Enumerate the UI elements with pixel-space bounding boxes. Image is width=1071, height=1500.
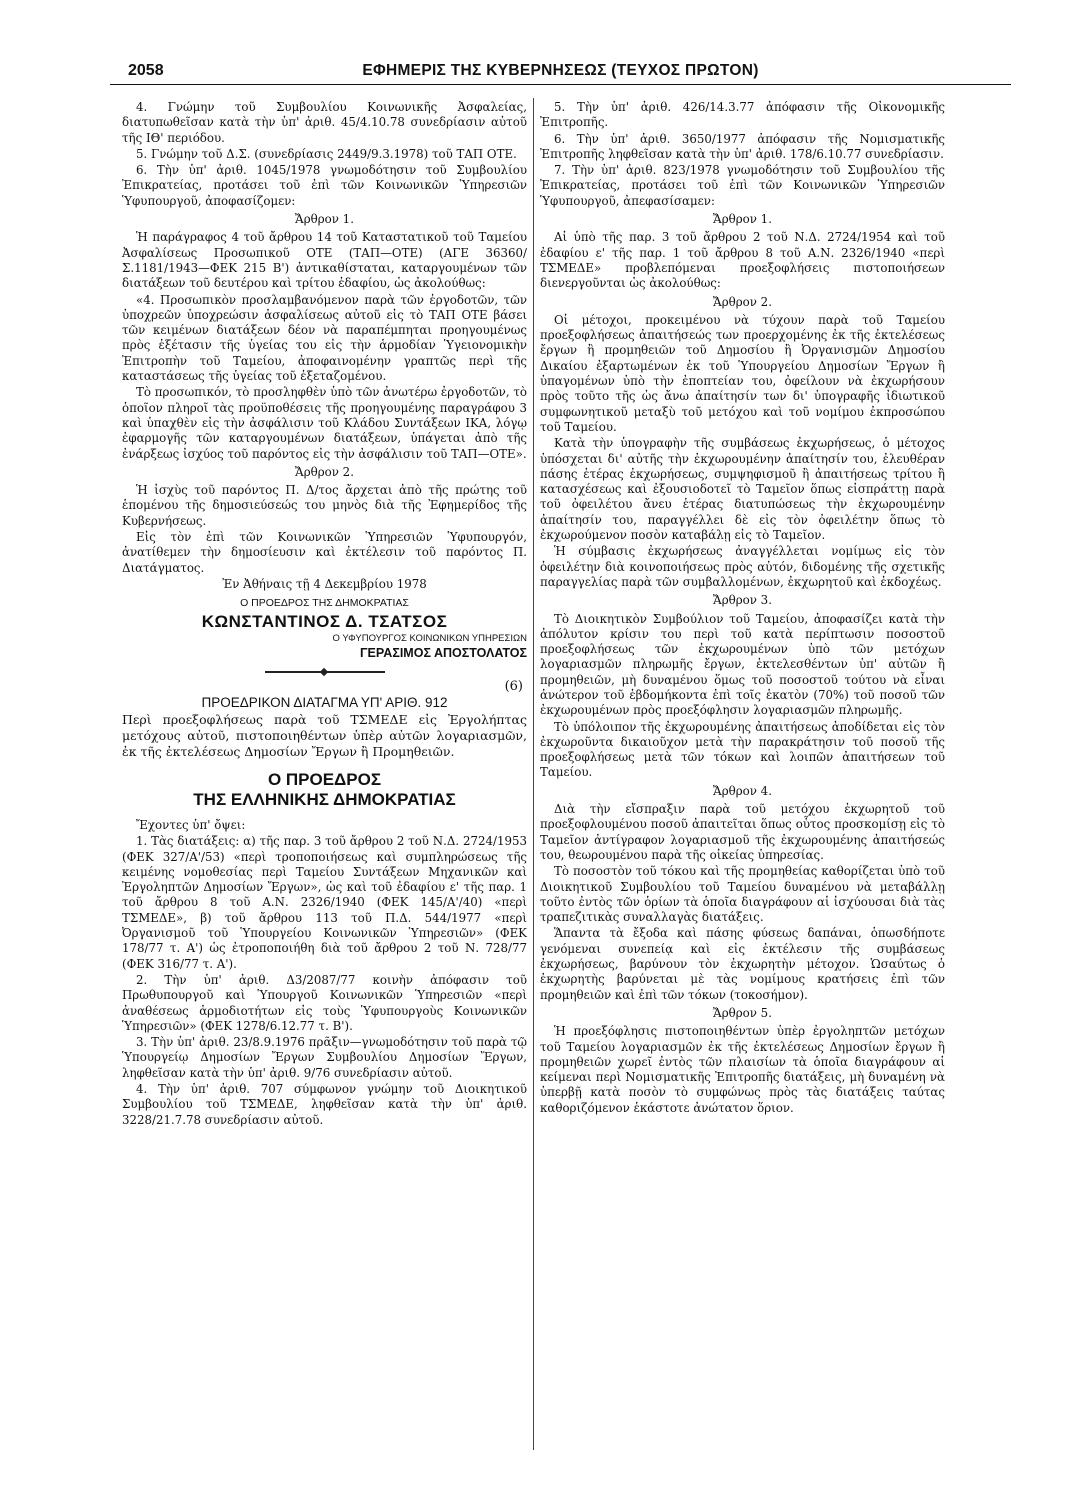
article-heading: Ἄρθρον 2. — [713, 294, 772, 309]
article-paragraph: Τὸ Διοικητικὸν Συμβούλιον τοῦ Ταμείου, ἀποφασίζει κατὰ τὴν ἀπόλυτον κρίσιν του περὶ τοῦ κατὰ περίπτωσιν ποσοστοῦ προεξοφλήσεως τῶν ἐκχωρουμένων ὑπὸ τῶν μετόχων λογαριασμῶν πληρωμῆς ἔργων, ἐκτελεσθέντων ὑπ' αὐτῶν ἢ προμηθειῶν, μὴ δυναμένου ὅμως τοῦ ποσοστοῦ τούτου νὰ εἶναι ἀνώτερον τοῦ ἑβδομήκοντα ἐπὶ τοῖς ἑκατὸν (70%) τοῦ ποσοῦ τῶν ἐκχωρουμένων πρὸς προεξόφλησιν λογαριασμῶν πληρωμῆς. — [540, 611, 945, 718]
consideration-item: 1. Τὰς διατάξεις: α) τῆς παρ. 3 τοῦ ἄρθρου 2 τοῦ Ν.Δ. 2724/1953 (ΦΕΚ 327/Α'/53) «περὶ τροποποιήσεως καὶ συμπληρώσεως τῆς κειμένης νομοθεσίας περὶ Ταμείου Συντάξεων Μηχανικῶν καὶ Ἐργοληπτῶν Δημοσίων Ἔργων», ὡς καὶ τοῦ ἐδαφίου ε' τῆς παρ. 1 τοῦ ἄρθρου 8 τοῦ Α.Ν. 2326/1940 (ΦΕΚ 145/Α'/40) «περὶ ΤΣΜΕΔΕ», β) τοῦ ἄρθρου 113 τοῦ Π.Δ. 544/1977 «περὶ Ὀργανισμοῦ τοῦ Ὑπουργείου Κοινωνικῶν Ὑπηρεσιῶν» (ΦΕΚ 178/77 τ. Α') ὡς ἐτροποποιήθη διὰ τοῦ ἄρθρου 2 τοῦ Ν. 728/77 (ΦΕΚ 316/77 τ. Α'). — [122, 834, 527, 971]
minister-title: Ο ΥΦΥΠΟΥΡΓΟΣ ΚΟΙΝΩΝΙΚΩΝ ΥΠΗΡΕΣΙΩΝ — [332, 632, 527, 644]
prev-item-5: 5. Γνώμην τοῦ Δ.Σ. (συνεδρίασις 2449/9.3.1978) τοῦ ΤΑΠ ΟΤΕ. — [136, 146, 517, 161]
consideration-item: 4. Τὴν ὑπ' ἀριθ. 707 σύμφωνον γνώμην τοῦ Διοικητικοῦ Συμβουλίου τοῦ ΤΣΜΕΔΕ, ληφθεῖσαν κατὰ τὴν ὑπ' ἀριθ. 3228/21.7.78 συνεδρίασιν αὐτοῦ. — [122, 1082, 527, 1127]
article-paragraph: Τὸ ποσοστὸν τοῦ τόκου καὶ τῆς προμηθείας καθορίζεται ὑπὸ τοῦ Διοικητικοῦ Συμβουλίου τοῦ Ταμείου δυναμένου νὰ μεταβάλλῃ τοῦτο ἐντὸς τῶν ὁρίων τὰ ὁποῖα διαγράφουν αἱ ἰσχύουσαι διὰ τὰς τραπεζιτικὰς συναλλαγὰς διατάξεις. — [540, 864, 945, 925]
page-heading: ΕΦΗΜΕΡΙΣ ΤΗΣ ΚΥΒΕΡΝΗΣΕΩΣ (ΤΕΥΧΟΣ ΠΡΩΤΟΝ) — [362, 62, 759, 79]
article-heading: Ἄρθρον 1. — [295, 212, 354, 227]
president-heading-line: ΤΗΣ ΕΛΛΗΝΙΚΗΣ ΔΗΜΟΚΡΑΤΙΑΣ — [193, 789, 456, 809]
page-number: 2058 — [128, 62, 164, 79]
column-divider — [533, 98, 534, 1450]
article-heading: Ἄρθρον 2. — [295, 464, 354, 479]
consideration-item: 5. Τὴν ὑπ' ἀριθ. 426/14.3.77 ἀπόφασιν τῆς Οἰκονομικῆς Ἐπιτροπῆς. — [540, 100, 945, 130]
article-paragraph: Ἡ παράγραφος 4 τοῦ ἄρθρου 14 τοῦ Καταστατικοῦ τοῦ Ταμείου Ἀσφαλίσεως Προσωπικοῦ ΟΤΕ (ΤΑΠ—ΟΤΕ) (ΑΓΕ 36360/Σ.1181/1943—ΦΕΚ 215 Β') ἀντικαθίσταται, καταργουμένων τῶν διατάξεων τοῦ δευτέρου καὶ τρίτου ἐδαφίου, ὡς ἀκολούθως: — [122, 230, 527, 291]
minister-signature: ΓΕΡΑΣΙΜΟΣ ΑΠΟΣΤΟΛΑΤΟΣ — [360, 646, 527, 661]
consideration-item: 3. Τὴν ὑπ' ἀριθ. 23/8.9.1976 πρᾶξιν—γνωμοδότησιν τοῦ παρὰ τῷ Ὑπουργείῳ Δημοσίων Ἔργων Συμβουλίου Δημοσίων Ἔργων, ληφθεῖσαν κατὰ τὴν ὑπ' ἀριθ. 9/76 συνεδρίασιν αὐτοῦ. — [122, 1035, 527, 1080]
article-paragraph: Τὸ ὑπόλοιπον τῆς ἐκχωρουμένης ἀπαιτήσεως ἀποδίδεται εἰς τὸν ἐκχωροῦντα δικαιοῦχον μετὰ τὴν παρακράτησιν τοῦ ποσοῦ τῆς προεξοφλήσεως μετὰ τῶν τόκων καὶ λοιπῶν ἀπαιτήσεων τοῦ Ταμείου. — [540, 719, 945, 780]
prev-item-4: 4. Γνώμην τοῦ Συμβουλίου Κοινωνικῆς Ἀσφαλείας, διατυπωθεῖσαν κατὰ τὴν ὑπ' ἀριθ. 45/4.10.78 συνεδρίασιν αὐτοῦ τῆς ΙΘ' περιόδου. — [122, 100, 527, 145]
article-paragraph: Διὰ τὴν εἴσπραξιν παρὰ τοῦ μετόχου ἐκχωρητοῦ τοῦ προεξοφλουμένου ποσοῦ ἀπαιτεῖται ὅπως οὗτος προσκομίσῃ εἰς τὸ Ταμεῖον ἀντίγραφον λογαριασμοῦ τῆς ἐκχωρουμένης ἀπαιτήσεώς του, θεωρουμένου παρὰ τῆς οἰκείας ὑπηρεσίας. — [540, 802, 945, 862]
consideration-item: 2. Τὴν ὑπ' ἀριθ. Δ3/2087/77 κοινὴν ἀπόφασιν τοῦ Πρωθυπουργοῦ καὶ Ὑπουργοῦ Κοινωνικῶν Ὑπηρεσιῶν «περὶ ἀναθέσεως ἁρμοδιοτήτων εἰς τοὺς Ὑφυπουργοὺς Κοινωνικῶν Ὑπηρεσιῶν» (ΦΕΚ 1278/6.12.77 τ. Β'). — [122, 972, 527, 1033]
having-in-view: Ἔχοντες ὑπ' ὄψει: — [136, 817, 246, 832]
page-header — [110, 62, 1011, 85]
left-column — [122, 100, 527, 1129]
article-paragraph: Κατὰ τὴν ὑπογραφὴν τῆς συμβάσεως ἐκχωρήσεως, ὁ μέτοχος ὑπόσχεται δι' αὐτῆς τὴν ἐκχωρουμένην ἀπαίτησίν του, ἐλευθέραν πάσης ἑτέρας ἐκχωρήσεως, συμψηφισμοῦ ἢ ἀπαιτήσεως τρίτου ἢ κατασχέσεως καὶ ἐξουσιοδοτεῖ τὸ Ταμεῖον ὅπως εἰσπράττῃ παρὰ τοῦ ὀφειλέτου ἄνευ ἑτέρας διατυπώσεως τὴν ἐκχωρουμένην ἀπαίτησίν του, παραγγέλλει δὲ εἰς τὸν ὀφειλέτην ὅπως τὸ ἐκχωρούμενον ποσὸν καταβάλῃ εἰς τὸ Ταμεῖον. — [540, 436, 945, 543]
section-separator — [265, 671, 385, 673]
article-paragraph: Ἡ προεξόφλησις πιστοποιηθέντων ὑπὲρ ἐργοληπτῶν μετόχων τοῦ Ταμείου λογαριασμῶν ἐκ τῆς ἐκτελέσεως Δημοσίων ἔργων ἢ προμηθειῶν χωρεῖ ἐντὸς τῶν πλαισίων τὰ ὁποῖα διαγράφουν αἱ κείμεναι περὶ Νομισματικῆς Ἐπιτροπῆς διατάξεις, μὴ δυναμένη νὰ ὑπερβῇ κατὰ ποσὸν τὸ συμφώνως πρὸς τὰς διατάξεις ταύτας καθοριζόμενον ἑκάστοτε ἀνώτατον ὅριον. — [540, 1024, 945, 1115]
item-number: (6) — [504, 679, 523, 695]
article-paragraph: Αἱ ὑπὸ τῆς παρ. 3 τοῦ ἄρθρου 2 τοῦ Ν.Δ. 2724/1954 καὶ τοῦ ἐδαφίου ε' τῆς παρ. 1 τοῦ ἄρθρου 8 τοῦ Α.Ν. 2326/1940 «περὶ ΤΣΜΕΔΕ» προβλεπόμεναι προεξοφλήσεις πιστοποιήσεων διενεργοῦνται ὡς ἀκολούθως: — [540, 230, 945, 291]
decree-subject: Περὶ προεξοφλήσεως παρὰ τοῦ ΤΣΜΕΔΕ εἰς Ἐργολήπτας μετόχους αὐτοῦ, πιστοποιηθέντων ὑπὲρ αὐτῶν λογαριασμῶν, ἐκ τῆς ἐκτελέσεως Δημοσίων Ἔργων ἢ Προμηθειῶν. — [122, 711, 527, 759]
president-signature: ΚΩΝΣΤΑΝΤΙΝΟΣ Δ. ΤΣΑΤΣΟΣ — [201, 611, 448, 631]
president-heading — [122, 770, 527, 810]
date-line: Ἐν Ἀθήναις τῇ 4 Δεκεμβρίου 1978 — [222, 576, 427, 591]
article-heading: Ἄρθρον 3. — [713, 593, 772, 608]
president-title: Ο ΠΡΟΕΔΡΟΣ ΤΗΣ ΔΗΜΟΚΡΑΤΙΑΣ — [240, 597, 409, 610]
consideration-item: 6. Τὴν ὑπ' ἀριθ. 3650/1977 ἀπόφασιν τῆς Νομισματικῆς Ἐπιτροπῆς ληφθεῖσαν κατὰ τὴν ὑπ' ἀριθ. 178/6.10.77 συνεδρίασιν. — [540, 131, 945, 161]
president-heading-line: Ο ΠΡΟΕΔΡΟΣ — [267, 769, 382, 789]
article-paragraph: Οἱ μέτοχοι, προκειμένου νὰ τύχουν παρὰ τοῦ Ταμείου προεξοφλήσεως ἀπαιτήσεώς των προερχομένης ἐκ τῆς ἐκτελέσεως ἔργων ἢ προμηθειῶν τοῦ Δημοσίου ἢ Ὀργανισμῶν Δημοσίου Δικαίου ἐξαρτωμένων ἐκ τοῦ Ὑπουργείου Δημοσίων Ἔργων ἢ ὑπαγομένων ὑπὸ τὴν ἐποπτείαν του, ὀφείλουν νὰ ἐκχωρήσουν πρὸς τοῦτο τῆς ὡς ἄνω ἀπαίτησίν των δι' ὑπογραφῆς ἰδιωτικοῦ συμφωνητικοῦ μεταξὺ τοῦ μετόχου καὶ τοῦ νομίμου ἐκπροσώπου τοῦ Ταμείου. — [540, 312, 945, 434]
article-paragraph: Ἅπαντα τὰ ἔξοδα καὶ πάσης φύσεως δαπάναι, ὁπωσδήποτε γενόμεναι συνεπείᾳ καὶ εἰς ἐκτέλεσιν τῆς συμβάσεως ἐκχωρήσεως, βαρύνουν τὸν ἐκχωρητὴν μέτοχον. Ὡσαύτως ὁ ἐκχωρητὴς βαρύνεται μὲ τὰς νομίμους κρατήσεις ἐπὶ τῶν προμηθειῶν καὶ ἐπὶ τῶν τόκων (τοκοσήμον). — [540, 926, 945, 1002]
prev-item-6: 6. Τὴν ὑπ' ἀριθ. 1045/1978 γνωμοδότησιν τοῦ Συμβουλίου Ἐπικρατείας, προτάσει τοῦ ἐπὶ τῶν Κοινωνικῶν Ὑπηρεσιῶν Ὑφυπουργοῦ, ἀποφασίζομεν: — [122, 163, 527, 208]
consideration-item: 7. Τὴν ὑπ' ἀριθ. 823/1978 γνωμοδότησιν τοῦ Συμβουλίου τῆς Ἐπικρατείας, προτάσει τοῦ ἐπὶ τῶν Κοινωνικῶν Ὑπηρεσιῶν Ὑφυπουργοῦ, ἀπεφασίσαμεν: — [540, 163, 945, 208]
article-paragraph: «4. Προσωπικὸν προσλαμβανόμενον παρὰ τῶν ἐργοδοτῶν, τῶν ὑποχρεῶν ὑποχρεώσιν ἀσφαλίσεως αὐτοῦ εἰς τὸ ΤΑΠ ΟΤΕ βάσει τῶν κειμένων διατάξεων δέον νὰ παραπέμπηται προηγουμένως πρὸς ἐξέτασιν τῆς ὑγείας του εἰς τὴν ἁρμοδίαν Ὑγειονομικὴν Ἐπιτροπὴν τοῦ Ταμείου, ἀποφαινομένην γραπτῶς περὶ τῆς καταστάσεως τῆς ὑγείας τοῦ ἐξεταζομένου. — [122, 292, 527, 384]
article-paragraph: Ἡ σύμβασις ἐκχωρήσεως ἀναγγέλλεται νομίμως εἰς τὸν ὀφειλέτην διὰ κοινοποιήσεως πρὸς αὐτόν, διδομένης τῆς σχετικῆς παραγγελίας παρὰ τῶν συμβαλλομένων, ἐκχωρητοῦ καὶ ἐκδοχέως. — [540, 544, 945, 589]
right-column — [540, 100, 945, 1117]
article-paragraph: Εἰς τὸν ἐπὶ τῶν Κοινωνικῶν Ὑπηρεσιῶν Ὑφυπουργόν, ἀνατίθεμεν τὴν δημοσίευσιν καὶ ἐκτέλεσιν τοῦ παρόντος Π. Διατάγματος. — [122, 530, 527, 575]
decree-title: ΠΡΟΕΔΡΙΚΟΝ ΔΙΑΤΑΓΜΑ ΥΠ' ΑΡΙΘ. 912 — [201, 694, 448, 710]
article-heading: Ἄρθρον 4. — [713, 783, 772, 798]
article-heading: Ἄρθρον 1. — [713, 212, 772, 227]
article-heading: Ἄρθρον 5. — [713, 1005, 772, 1020]
article-paragraph: Ἡ ἰσχὺς τοῦ παρόντος Π. Δ/τος ἄρχεται ἀπὸ τῆς πρώτης τοῦ ἑπομένου τῆς δημοσιεύσεώς του μηνὸς διὰ τῆς Ἐφημερίδος τῆς Κυβερνήσεως. — [122, 483, 527, 528]
article-paragraph: Τὸ προσωπικόν, τὸ προσληφθὲν ὑπὸ τῶν ἀνωτέρω ἐργοδοτῶν, τὸ ὁποῖον πληροῖ τὰς προϋποθέσεις τῆς προηγουμένης παραγράφου 3 καὶ ὑπαχθὲν εἰς τὴν ἀσφάλισιν τοῦ Κλάδου Συντάξεων ΙΚΑ, λόγῳ ἐφαρμογῆς τῶν καταργουμένων διατάξεων, ὑπάγεται ἀπὸ τῆς ἐνάρξεως ἰσχύος τοῦ παρόντος εἰς τὴν ἀσφάλισιν τοῦ ΤΑΠ—ΟΤΕ». — [122, 385, 527, 461]
